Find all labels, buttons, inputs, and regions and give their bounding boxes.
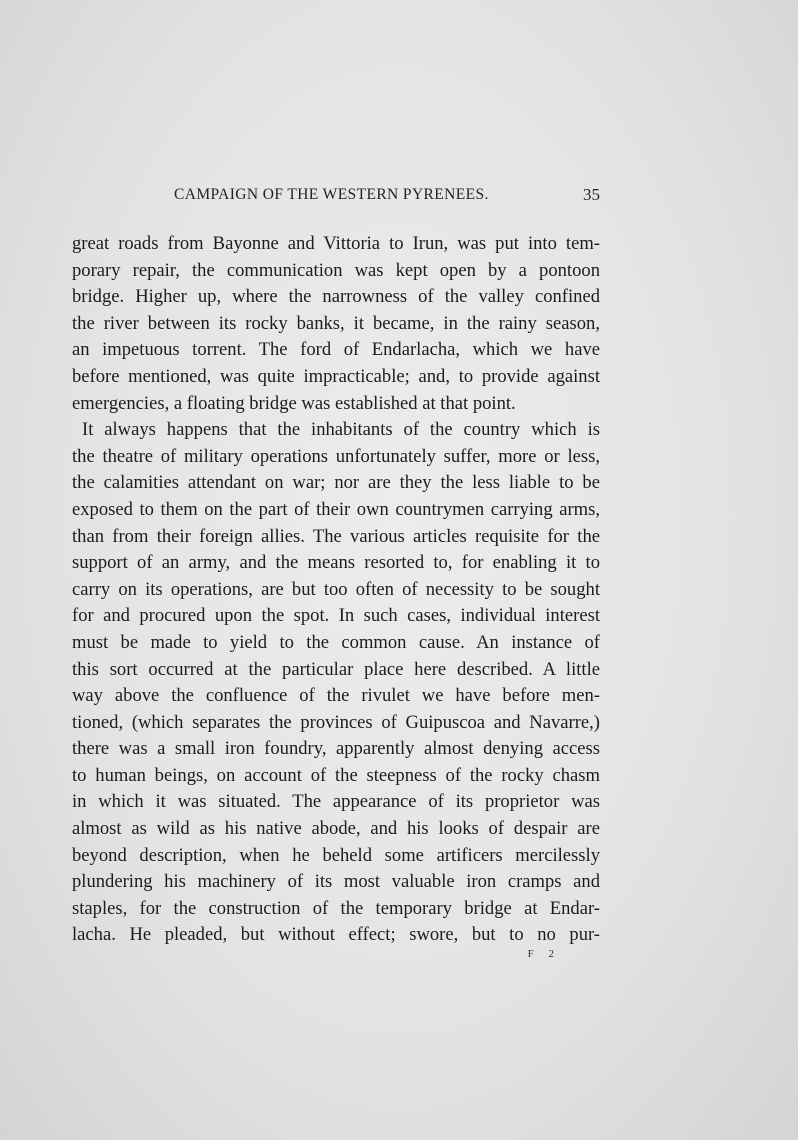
running-head (72, 186, 600, 208)
text-line: before mentioned, was quite impracticable; and, to provide against (72, 365, 600, 387)
text-line: emergencies, a floating bridge was established at that point. (72, 392, 516, 414)
page-number: 35 (583, 185, 600, 204)
text-line: the theatre of military operations unfortunately suffer, more or less, (72, 445, 600, 467)
text-line: support of an army, and the means resorted to, for enabling it to (72, 552, 600, 574)
text-line: plundering his machinery of its most valuable iron cramps and (72, 871, 600, 893)
text-line: must be made to yield to the common cause. An instance of (72, 631, 600, 653)
text-line: tioned, (which separates the provinces of Guipuscoa and Navarre,) (72, 711, 600, 733)
text-line: great roads from Bayonne and Vittoria to Irun, was put into tem- (72, 233, 600, 254)
text-line: porary repair, the communication was kept open by a pontoon (72, 259, 600, 281)
text-line: this sort occurred at the particular place here described. A little (72, 658, 600, 680)
text-line: the calamities attendant on war; nor are they the less liable to be (72, 472, 600, 494)
text-line: beyond description, when he beheld some artificers mercilessly (72, 844, 600, 866)
text-line: lacha. He pleaded, but without effect; swore, but to no pur- (72, 924, 600, 946)
text-line: than from their foreign allies. The various articles requisite for the (72, 525, 600, 547)
text-line: almost as wild as his native abode, and his looks of despair are (72, 818, 600, 840)
body-text (72, 231, 600, 949)
text-line: carry on its operations, are but too often of necessity to be sought (72, 578, 600, 600)
text-line: in which it was situated. The appearance of its proprietor was (72, 791, 600, 813)
text-line: It always happens that the inhabitants of the country which is (82, 419, 600, 441)
text-line: the river between its rocky banks, it became, in the rainy season, (72, 312, 600, 334)
text-line: an impetuous torrent. The ford of Endarlacha, which we have (72, 339, 600, 361)
text-line: bridge. Higher up, where the narrowness of the valley confined (72, 286, 600, 308)
signature-mark: F 2 (527, 948, 560, 960)
text-line: staples, for the construction of the temporary bridge at Endar- (72, 897, 600, 919)
text-line: to human beings, on account of the steepness of the rocky chasm (72, 764, 600, 786)
text-line: there was a small iron foundry, apparently almost denying access (72, 738, 600, 760)
text-line: way above the confluence of the rivulet we have before men- (72, 685, 600, 707)
running-title: CAMPAIGN OF THE WESTERN PYRENEES. (174, 186, 489, 203)
text-line: for and procured upon the spot. In such cases, individual interest (72, 605, 600, 627)
text-line: exposed to them on the part of their own countrymen carrying arms, (72, 498, 600, 520)
